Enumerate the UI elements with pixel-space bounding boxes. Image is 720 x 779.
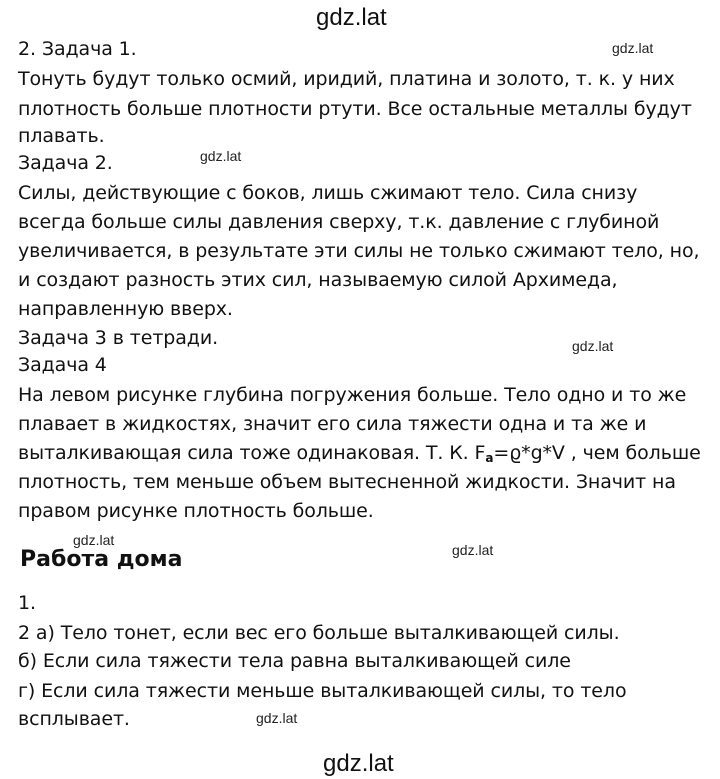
task4-title: Задача 4 [18,354,107,376]
home-item: всплывает. [18,708,130,730]
section-heading: Работа дома [20,547,183,572]
watermark-bottom: gdz.lat [323,750,394,777]
text-line: плавать. [18,125,105,147]
text-line: плотность больше плотности ртути. Все остальные металлы будут [18,98,692,120]
watermark: gdz.lat [200,148,242,164]
text-line: плотность, тем меньше объем вытесненной жидкости. Значит на [18,471,676,493]
text-line: Силы, действующие с боков, лишь сжимают тело. Сила снизу [18,182,638,204]
formula-subscript: a [485,451,494,465]
home-item: г) Если сила тяжести меньше выталкивающей силы, то тело [18,680,627,702]
watermark: gdz.lat [73,532,115,548]
watermark: gdz.lat [572,338,614,354]
formula-text: =ϱ*g*V , чем больше [493,442,701,464]
text-line: Тонуть будут только осмий, иридий, платина и золото, т. к. у них [18,68,675,90]
text-line: всегда больше силы давления сверху, т.к. давление с глубиной [18,211,660,233]
home-item: 2 а) Тело тонет, если вес его больше выталкивающей силы. [18,622,620,644]
watermark: gdz.lat [452,542,494,558]
home-item: 1. [18,592,36,614]
text-line: направленную вверх. [18,298,233,320]
text-line: и создают разность этих сил, называемую силой Архимеда, [18,269,618,291]
text-line: плавает в жидкостях, значит его сила тяжести одна и та же и [18,413,647,435]
watermark: gdz.lat [612,40,654,56]
formula-text: выталкивающая сила тоже одинаковая. Т. К. F [18,442,486,464]
task1-title: 2. Задача 1. [18,38,137,60]
text-line: На левом рисунке глубина погружения больше. Тело одно и то же [18,384,687,406]
watermark-top: gdz.lat [316,4,387,31]
task3-title: Задача 3 в тетради. [18,327,219,349]
task2-title: Задача 2. [18,152,113,174]
home-item: б) Если сила тяжести тела равна выталкивающей силе [18,650,571,672]
watermark: gdz.lat [256,710,298,726]
text-line: увеличивается, в результате эти силы не только сжимают тело, но, [18,240,700,262]
text-line: правом рисунке плотность больше. [18,500,374,522]
